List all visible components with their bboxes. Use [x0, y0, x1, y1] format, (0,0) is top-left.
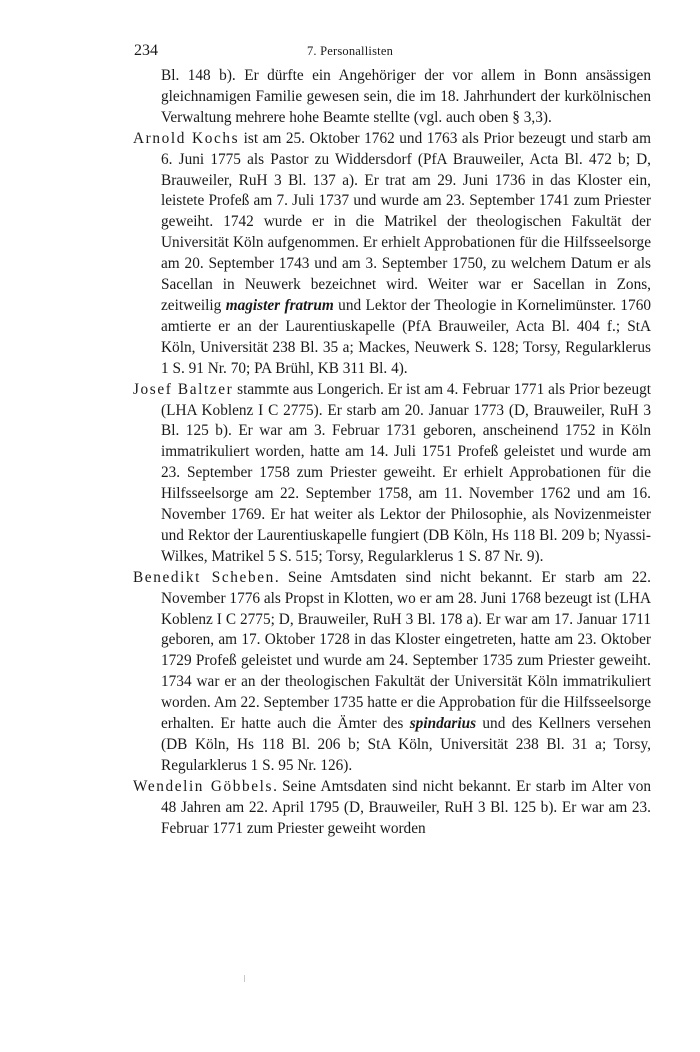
scan-mark	[244, 975, 245, 982]
entry-name: Arnold Kochs	[133, 129, 240, 147]
latin-term: magister fratrum	[225, 296, 334, 314]
entry-josef-baltzer	[133, 380, 651, 568]
entry-text: . Seine Amtsdaten sind nicht bekannt. Er starb am 22. November 1776 als Propst in Klotten, wo er am 28. Juni 1768 bezeugt ist (LHA Koblenz I C 2775; D, Brauweiler, RuH 3 Bl. 178 a). Er war am 17. Januar 1711 geboren, am 17. Oktober 1728 in das Kloster eingetreten, hatte am 23. Oktober 1729 Profeß geleistet und wurde am 24. September 1735 zum Priester geweiht. 1734 war er an der theologischen Fakultät der Universität Köln immatrikuliert worden. Am 22. September 1735 hatte er die Approbation für die Hilfsseelsorge erhalten. Er hatte auch die Ämter des	[161, 568, 651, 733]
entry-benedikt-scheben	[133, 568, 651, 777]
entry-name: Wendelin Göbbels	[133, 777, 274, 795]
entry-name: Josef Baltzer	[133, 380, 234, 398]
running-head: 7. Personallisten	[306, 44, 394, 58]
body-text	[133, 66, 651, 840]
entry-text: . Seine Amtsdaten sind nicht bekannt. Er starb im Alter von 48 Jahren am 22. April 1795 (D, Brauweiler, RuH 3 Bl. 125 b). Er war am 23. Februar 1771 zum Priester geweiht worden	[161, 777, 651, 837]
page-number: 234	[134, 42, 158, 59]
entry-text: und des Kellners versehen (DB Köln, Hs 118 Bl. 206 b; StA Köln, Universität 238 Bl. 31 a; Torsy, Regularklerus 1 S. 95 Nr. 126).	[161, 715, 651, 774]
latin-term: spindarius	[409, 715, 477, 733]
entry-name: Benedikt Scheben	[133, 568, 275, 586]
entry-text: und Lektor der Theologie in Kornelimünster. 1760 amtierte er an der Laurentiuskapelle (PfA Brauweiler, Acta Bl. 404 f.; StA Köln, Universität 238 Bl. 35 a; Mackes, Neuwerk S. 128; Torsy, Regularklerus 1 S. 91 Nr. 70; PA Brühl, KB 311 Bl. 4).	[161, 296, 651, 377]
entry-text: ist am 25. Oktober 1762 und 1763 als Prior bezeugt und starb am 6. Juni 1775 als Pastor zu Widdersdorf (PfA Brauweiler, Acta Bl. 472 b; D, Brauweiler, RuH 3 Bl. 137 a). Er trat am 29. Juni 1736 in das Kloster ein, leistete Profeß am 7. Juli 1737 und wurde am 23. September 1741 zum Priester geweiht. 1742 wurde er in die Matrikel der theologischen Fakultät der Universität Köln aufgenommen. Er erhielt Approbationen für die Hilfsseelsorge am 20. September 1743 und am 3. September 1750, zu welchem Datum er als Sacellan in Neuwerk bezeichnet wird. Weiter war er Sacellan in Zons, zeitweilig	[161, 129, 651, 314]
continued-paragraph: Bl. 148 b). Er dürfte ein Angehöriger der vor allem in Bonn ansässigen gleichnamigen Familie gewesen sein, die im 18. Jahrhundert der kurkölnischen Verwaltung mehrere hohe Beamte stellte (vgl. auch oben § 3,3).	[161, 67, 651, 126]
page-header	[0, 42, 700, 62]
entry-text: stammte aus Longerich. Er ist am 4. Februar 1771 als Prior bezeugt (LHA Koblenz I C 2775). Er starb am 20. Januar 1773 (D, Brauweiler, RuH 3 Bl. 125 b). Er war am 3. Februar 1731 geboren, anscheinend 1752 in Köln immatrikuliert worden, hatte am 14. Juli 1751 Profeß geleistet und wurde am 23. September 1758 zum Priester geweiht. Er erhielt Approbationen für die Hilfsseelsorge am 22. September 1758, am 11. November 1762 und am 16. November 1769. Er hat weiter als Lektor der Philosophie, als Novizenmeister und Rektor der Laurentiuskapelle fungiert (DB Köln, Hs 118 Bl. 209 b; Nyassi-Wilkes, Matrikel 5 S. 515; Torsy, Regularklerus 1 S. 87 Nr. 9).	[161, 380, 651, 565]
entry-wendelin-goebbels	[133, 777, 651, 840]
entry-arnold-kochs	[133, 129, 651, 380]
